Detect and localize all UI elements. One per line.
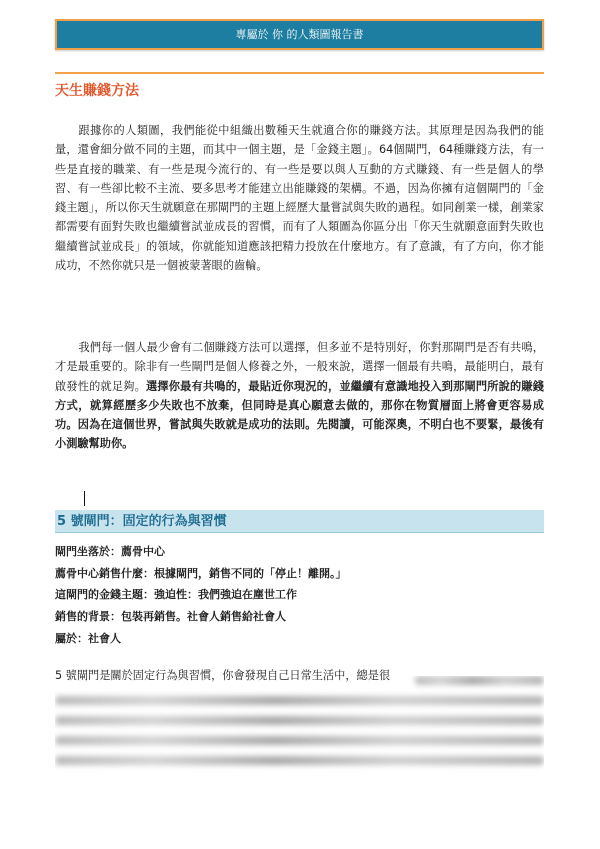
section-heading: 天生賺錢方法 — [55, 72, 544, 100]
choice-paragraph-normal: 我們每一個人最少會有二個賺錢方法可以選擇，但多並不是特別好，你對那閘門是否有共鳴，才是最重要的。除非有一些閘門是個人修養之外，一般來說，選擇一個最有共鳴，最能明白，最有啟發性的就足夠。 — [55, 341, 544, 393]
blurred-content — [55, 676, 544, 776]
gate-belongs-line: 屬於：社會人 — [55, 631, 121, 645]
gate-intro-text: 5 號閘門是關於固定行為與習慣，你會發現自己日常生活中，總是很 — [55, 669, 391, 682]
gate-sales-line: 薦骨中心銷售什麼：根據閘門，銷售不同的「停止！離開。」 — [55, 566, 347, 580]
gate-section-title: 5 號閘門：固定的行為與習慣 — [55, 510, 544, 533]
intro-paragraph: 跟據你的人類圖，我們能從中組織出數種天生就適合你的賺錢方法。其原理是因為我們的能量，還會細分做不同的主題，而其中一個主題，是「金錢主題」。64個閘門，64種賺錢方法，有一些是直接的職業、有一些是現今流行的、有一些是要以與人互動的方式賺錢、有一些是個人的學習、有一些卻比較不主流、要多思考才能建立出能賺錢的架構。不過，因為你擁有這個閘門的「金錢主題」，所以你天生就願意在那閘門的主題上經歷大量嘗試與失敗的過程。如同創業一樣，創業家都需要有面對失敗也繼續嘗試並成長的習慣，而有了人類圖為你區分出「你天生就願意面對失敗也繼續嘗試並成長」的領域，你就能知道應該把精力投放在什麼地方。有了意識，有了方向，你才能成功，不然你就只是一個被蒙著眼的齒輪。 — [55, 124, 544, 273]
report-title: 專屬於 你 的人類圖報告書 — [235, 28, 364, 41]
choice-paragraph-bold: 選擇你最有共鳴的，最貼近你現況的，並繼續有意識地投入到那閘門所說的賺錢方式，就算經歷多少失敗也不放棄，但同時是真心願意去做的，那你在物質層面上將會更容易成功。因為在這個世界，嘗試與失敗就是成功的法則。先閱讀，可能深奧，不明白也不要緊，最後有小測驗幫助你。 — [55, 379, 544, 451]
choice-paragraph — [55, 338, 544, 454]
gate-background-line: 銷售的背景：包裝再銷售。社會人銷售給社會人 — [55, 610, 286, 624]
text-cursor — [84, 491, 85, 506]
gate-center-line: 閘門坐落於：薦骨中心 — [55, 545, 165, 558]
gate-money-theme-line: 這閘門的金錢主題：強迫性：我們強迫在塵世工作 — [55, 588, 297, 602]
gate-info-list — [55, 541, 544, 650]
report-banner — [55, 19, 544, 50]
